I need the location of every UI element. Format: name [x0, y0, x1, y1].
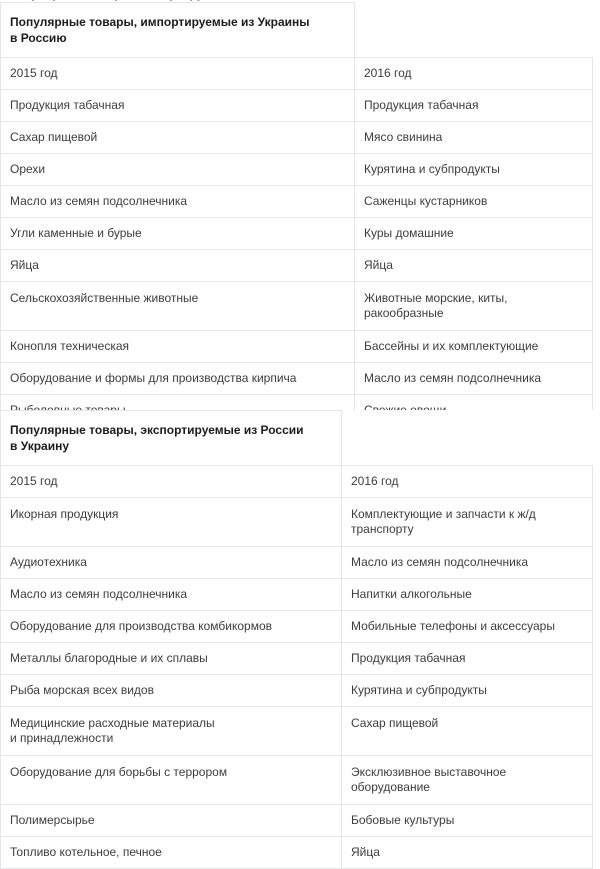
imports-table-title [1, 3, 355, 58]
exports-table-body [1, 411, 593, 869]
exports-cell-2016: Яйца [342, 837, 593, 869]
table-row [1, 218, 593, 250]
exports-column-header-2015: 2015 год [1, 466, 342, 498]
exports-table-title-line2: в Украину [10, 439, 70, 453]
exports-cell-2016: Масло из семян подсолнечника [342, 547, 593, 579]
table-row [1, 547, 593, 579]
imports-cell-2016: Масло из семян подсолнечника [355, 363, 593, 395]
exports-cell-2016 [342, 756, 593, 805]
exports-cell-2015: Аудиотехника [1, 547, 342, 579]
column-header-row [1, 58, 593, 90]
table-row [1, 675, 593, 707]
exports-cell-2015-line2: и принадлежности [10, 731, 114, 745]
table-row [1, 611, 593, 643]
table-row [1, 498, 593, 547]
imports-table-wrapper [0, 2, 600, 427]
table-row [1, 756, 593, 805]
imports-cell-2015: Оборудование и формы для производства кирпича [1, 363, 355, 395]
table-row [1, 331, 593, 363]
imports-column-header-2015: 2015 год [1, 58, 355, 90]
exports-cell-2015: Масло из семян подсолнечника [1, 579, 342, 611]
exports-cell-2016-line2: транспорту [351, 522, 414, 536]
imports-cell-2016: Бассейны и их комплектующие [355, 331, 593, 363]
clipped-text-above-label [8, 0, 236, 1]
table-row [1, 250, 593, 282]
imports-cell-2015: Яйца [1, 250, 355, 282]
imports-cell-2016: Курятина и субпродукты [355, 154, 593, 186]
table-row [1, 186, 593, 218]
imports-table-title-line1: Популярные товары, импортируемые из Украины [10, 15, 310, 29]
imports-cell-2016: Яйца [355, 250, 593, 282]
imports-cell-2016: Продукция табачная [355, 90, 593, 122]
exports-cell-2015: Оборудование для производства комбикормов [1, 611, 342, 643]
table-row [1, 805, 593, 837]
exports-cell-2016: Бобовые культуры [342, 805, 593, 837]
exports-cell-2016: Курятина и субпродукты [342, 675, 593, 707]
exports-cell-2015: Топливо котельное, печное [1, 837, 342, 869]
table-row [1, 122, 593, 154]
table-row [1, 154, 593, 186]
imports-cell-2016-line2: ракообразные [364, 306, 444, 320]
imports-cell-2015: Угли каменные и бурые [1, 218, 355, 250]
imports-table-title-line2: в Россию [10, 31, 67, 45]
exports-table-title-blank-cell [342, 411, 593, 466]
imports-cell-2016: Мясо свинина [355, 122, 593, 154]
column-header-row [1, 466, 593, 498]
imports-cell-2015: Продукция табачная [1, 90, 355, 122]
exports-cell-2015: Икорная продукция [1, 498, 342, 547]
table-row [1, 643, 593, 675]
exports-cell-2016-line1: Комплектующие и запчасти к ж/д [351, 507, 536, 521]
imports-cell-2015: Сельскохозяйственные животные [1, 282, 355, 331]
exports-cell-2016: Сахар пищевой [342, 707, 593, 756]
imports-cell-2016: Саженцы кустарников [355, 186, 593, 218]
exports-cell-2015: Оборудование для борьбы с террором [1, 756, 342, 805]
table-row [1, 579, 593, 611]
imports-cell-2016: Куры домашние [355, 218, 593, 250]
imports-table-body [1, 3, 593, 427]
exports-column-header-2016: 2016 год [342, 466, 593, 498]
exports-cell-2016-line2: оборудование [351, 780, 430, 794]
table-header-row [1, 3, 593, 58]
exports-cell-2016: Мобильные телефоны и аксессуары [342, 611, 593, 643]
exports-cell-2015: Металлы благородные и их сплавы [1, 643, 342, 675]
imports-cell-2016 [355, 282, 593, 331]
exports-cell-2015: Рыба морская всех видов [1, 675, 342, 707]
table-row [1, 707, 593, 756]
imports-cell-2015: Орехи [1, 154, 355, 186]
exports-cell-2015-line1: Медицинские расходные материалы [10, 716, 215, 730]
imports-column-header-2016: 2016 год [355, 58, 593, 90]
imports-table-title-blank-cell [355, 3, 593, 58]
imports-cell-2015: Масло из семян подсолнечника [1, 186, 355, 218]
imports-table [0, 2, 593, 427]
exports-cell-2015: Полимерсырье [1, 805, 342, 837]
table-row [1, 837, 593, 869]
table-row [1, 282, 593, 331]
table-row [1, 363, 593, 395]
imports-cell-2016-line1: Животные морские, киты, [364, 291, 508, 305]
exports-cell-2016: Продукция табачная [342, 643, 593, 675]
table-header-row [1, 411, 593, 466]
table-row [1, 90, 593, 122]
exports-table [0, 410, 593, 869]
exports-table-wrapper [0, 410, 600, 869]
exports-table-title [1, 411, 342, 466]
exports-cell-2015 [1, 707, 342, 756]
exports-cell-2016 [342, 498, 593, 547]
exports-cell-2016: Напитки алкогольные [342, 579, 593, 611]
imports-cell-2015: Конопля техническая [1, 331, 355, 363]
exports-cell-2016-line1: Эксклюзивное выставочное [351, 765, 507, 779]
exports-table-title-line1: Популярные товары, экспортируемые из России [10, 423, 304, 437]
imports-cell-2015: Сахар пищевой [1, 122, 355, 154]
